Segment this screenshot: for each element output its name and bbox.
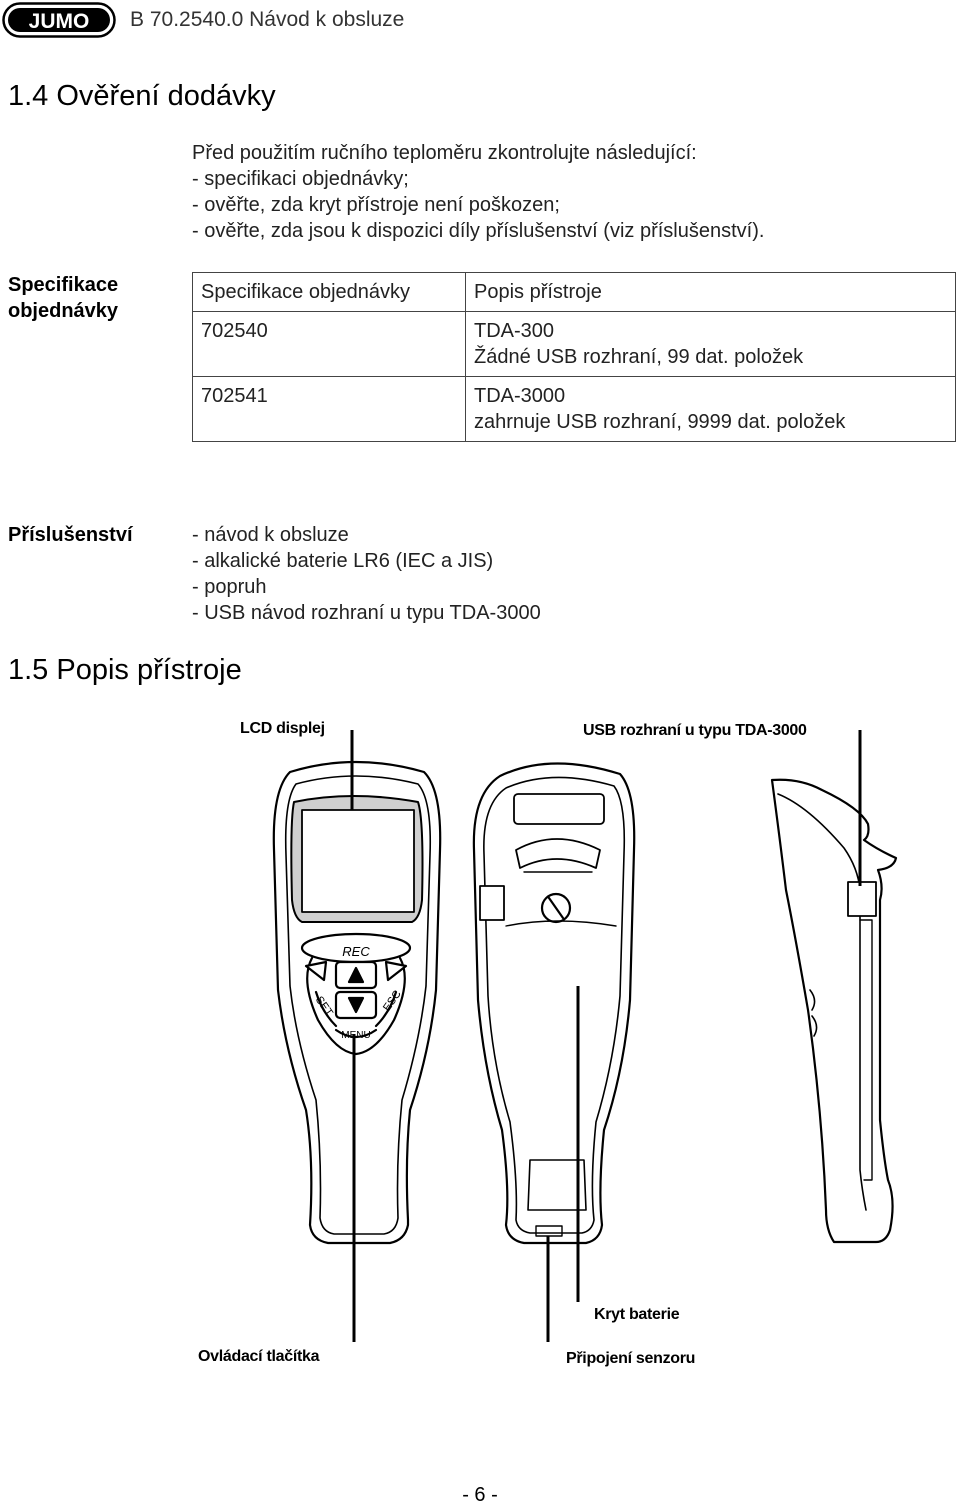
label-battery-cover: Kryt baterie [594, 1306, 680, 1323]
label-lcd-display: LCD displej [240, 720, 325, 737]
intro-text [192, 140, 764, 244]
esc-button-label: ESC [380, 988, 404, 1014]
intro-line: Před použitím ručního teploměru zkontrolujte následující: [192, 142, 697, 164]
label-control-buttons: Ovládací tlačítka [198, 1348, 320, 1365]
table-cell-code: 702541 [193, 377, 466, 442]
desc-line: Žádné USB rozhraní, 99 dat. položek [474, 346, 804, 368]
desc-line: TDA-3000 [474, 385, 566, 407]
table-header-row [193, 273, 956, 312]
accessory-item: - USB návod rozhraní u typu TDA-3000 [192, 602, 541, 624]
accessory-item: - návod k obsluze [192, 524, 349, 546]
section-title-1-4: 1.4 Ověření dodávky [8, 80, 276, 112]
device-front-view [274, 762, 440, 1243]
device-side-view [772, 780, 896, 1242]
page-number: - 6 - [462, 1484, 498, 1506]
section-title-1-5: 1.5 Popis přístroje [8, 654, 242, 686]
table-cell-desc [466, 312, 956, 377]
order-spec-side-label [8, 272, 118, 324]
intro-line: - ověřte, zda kryt přístroje není poškozen; [192, 194, 560, 216]
logo-text: JUMO [28, 10, 90, 33]
side-label-line: Specifikace [8, 274, 119, 296]
intro-line: - ověřte, zda jsou k dispozici díly příslušenství (viz příslušenství). [192, 220, 765, 242]
label-sensor-connection: Připojení senzoru [566, 1350, 696, 1367]
table-header-cell: Specifikace objednávky [193, 273, 466, 312]
accessories-side-label: Příslušenství [8, 524, 133, 546]
jumo-logo [2, 2, 116, 38]
desc-line: zahrnuje USB rozhraní, 9999 dat. položek [474, 411, 846, 433]
table-row [193, 377, 956, 442]
accessory-item: - alkalické baterie LR6 (IEC a JIS) [192, 550, 494, 572]
table-header-cell: Popis přístroje [466, 273, 956, 312]
accessory-item: - popruh [192, 576, 267, 598]
table-cell-code: 702540 [193, 312, 466, 377]
device-illustration [0, 690, 960, 1390]
menu-button-label: MENU [341, 1030, 371, 1041]
set-button-label: SET [312, 994, 335, 1019]
table-cell-desc [466, 377, 956, 442]
order-spec-table [192, 272, 956, 442]
label-usb-interface: USB rozhraní u typu TDA-3000 [583, 722, 807, 739]
device-back-view [474, 763, 634, 1243]
document-reference: B 70.2540.0 Návod k obsluze [130, 8, 405, 31]
side-label-line: objednávky [8, 300, 119, 322]
table-row [193, 312, 956, 377]
desc-line: TDA-300 [474, 320, 555, 342]
rec-button-label: REC [342, 944, 370, 959]
accessories-list [192, 522, 541, 626]
intro-line: - specifikaci objednávky; [192, 168, 409, 190]
